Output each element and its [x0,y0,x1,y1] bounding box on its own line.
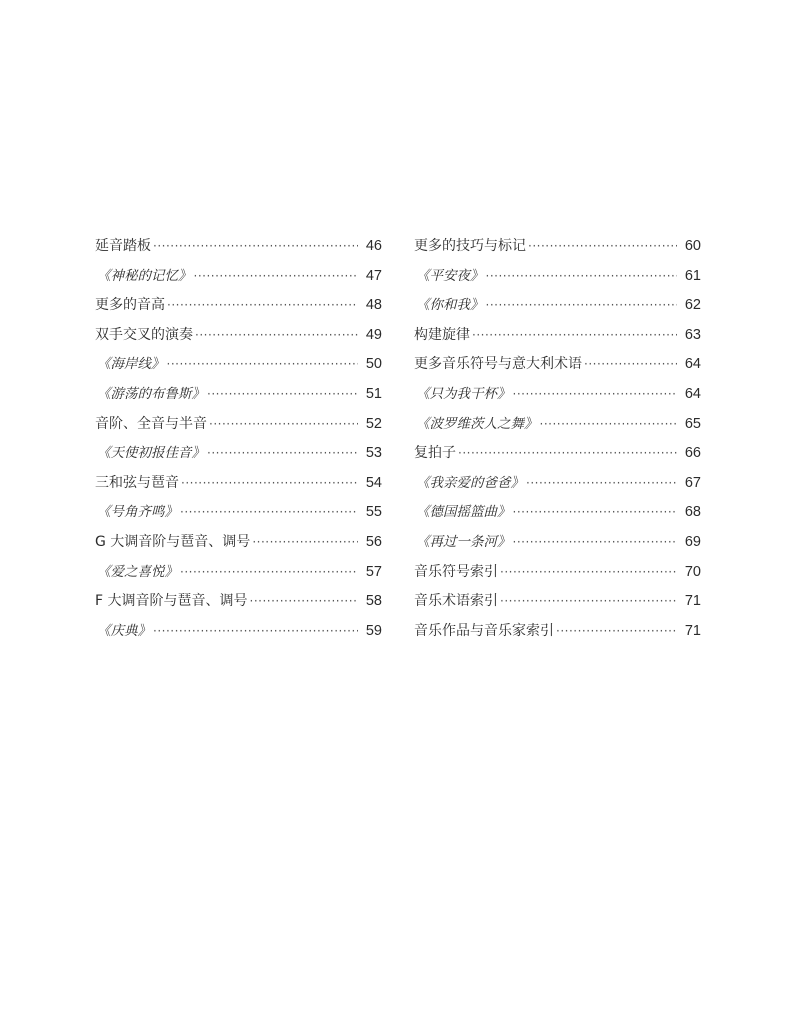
toc-entry[interactable] [95,410,382,440]
toc-entry-page-number: 69 [684,533,701,550]
toc-entry-title: 《天使初报佳音》 [97,445,205,462]
toc-entry-page-number: 65 [684,415,701,432]
toc-entry-page-number: 68 [684,504,701,521]
toc-entry[interactable] [414,528,701,558]
toc-entry-title: 音乐术语索引 [414,593,498,610]
dot-leader [153,232,358,262]
toc-entry-title: 《我亲爱的爸爸》 [416,474,524,491]
toc-entry[interactable] [414,350,701,380]
toc-entry-page-number: 67 [684,474,701,491]
toc-entry[interactable] [414,587,701,617]
toc-entry[interactable] [414,558,701,588]
toc-entry[interactable] [95,469,382,499]
toc-entry[interactable] [95,439,382,469]
toc-entry-title: 构建旋律 [414,326,470,343]
toc-entry-page-number: 64 [684,356,701,373]
toc-entry-page-number: 47 [365,267,382,284]
dot-leader [180,558,358,588]
toc-entry-title: 延音踏板 [95,238,151,254]
dot-leader [195,321,358,351]
dot-leader [194,262,359,292]
toc-entry[interactable] [414,410,701,440]
dot-leader [250,587,358,617]
toc-entry-page-number: 70 [684,563,701,580]
dot-leader [513,498,678,528]
toc-entry-title: F 大调音阶与琶音、调号 [95,593,248,610]
toc-entry-title: 三和弦与琶音 [95,474,179,491]
toc-entry-page-number: 62 [684,297,701,314]
dot-leader [209,410,358,440]
dot-leader [181,469,358,499]
dot-leader [167,350,359,380]
toc-entry[interactable] [414,380,701,410]
toc-entry-title: 《你和我》 [416,297,484,314]
toc-entry[interactable] [95,350,382,380]
toc-entry-page-number: 49 [365,326,382,343]
toc-entry[interactable] [95,528,382,558]
toc-entry-page-number: 51 [365,385,382,402]
dot-leader [252,528,358,558]
dot-leader [153,617,358,647]
toc-entry-title: 《波罗维茨人之舞》 [416,415,538,432]
toc-left-column [95,232,382,646]
toc-entry-title: 《号角齐鸣》 [97,504,178,521]
dot-leader [458,439,677,469]
toc-entry-page-number: 56 [365,533,382,550]
toc-entry-page-number: 53 [365,445,382,462]
toc-entry-title: 《平安夜》 [416,267,484,284]
toc-entry-page-number: 61 [684,267,701,284]
dot-leader [584,350,677,380]
toc-entry-page-number: 50 [365,356,382,373]
toc-entry-title: 《游荡的布鲁斯》 [97,385,205,402]
toc-entry[interactable] [414,469,701,499]
dot-leader [540,410,678,440]
toc-entry[interactable] [414,321,701,351]
toc-entry-page-number: 55 [365,504,382,521]
toc-entry[interactable] [95,291,382,321]
dot-leader [500,587,677,617]
toc-entry-page-number: 60 [684,238,701,254]
toc-entry-page-number: 48 [365,297,382,314]
toc-entry[interactable] [95,617,382,647]
dot-leader [207,380,358,410]
toc-entry[interactable] [414,262,701,292]
toc-entry[interactable] [414,291,701,321]
dot-leader [526,469,677,499]
toc-entry-title: 更多的技巧与标记 [414,238,526,254]
dot-leader [180,498,358,528]
toc-entry-page-number: 66 [684,445,701,462]
dot-leader [556,617,677,647]
dot-leader [513,528,678,558]
toc-entry[interactable] [95,380,382,410]
toc-entry[interactable] [95,321,382,351]
toc-entry-title: 《神秘的记忆》 [97,267,192,284]
toc-entry-title: 《海岸线》 [97,356,165,373]
toc-entry[interactable] [414,232,701,262]
dot-leader [472,321,677,351]
toc-entry[interactable] [95,558,382,588]
toc-entry-page-number: 58 [365,593,382,610]
toc-entry-title: 《庆典》 [97,622,151,639]
toc-entry-title: 更多的音高 [95,297,165,314]
dot-leader [486,291,678,321]
toc-entry[interactable] [95,262,382,292]
toc-entry[interactable] [414,617,701,647]
toc-entry-page-number: 59 [365,622,382,639]
dot-leader [513,380,678,410]
toc-entry[interactable] [95,587,382,617]
toc-entry-title: 《再过一条河》 [416,533,511,550]
toc-entry-page-number: 46 [365,238,382,254]
toc-entry-page-number: 63 [684,326,701,343]
toc-entry-title: 音乐作品与音乐家索引 [414,622,554,639]
toc-entry-title: 双手交叉的演奏 [95,326,193,343]
dot-leader [167,291,358,321]
toc-entry-page-number: 54 [365,474,382,491]
toc-entry-page-number: 64 [684,385,701,402]
toc-right-column [414,232,701,646]
toc-entry-title: G 大调音阶与琶音、调号 [95,533,251,550]
toc-entry[interactable] [414,439,701,469]
dot-leader [528,232,677,262]
toc-entry[interactable] [95,232,382,262]
dot-leader [207,439,358,469]
toc-entry-title: 更多音乐符号与意大利术语 [414,356,582,373]
toc-entry-title: 音乐符号索引 [414,563,498,580]
toc-entry-page-number: 52 [365,415,382,432]
toc-entry-page-number: 71 [684,622,701,639]
toc-entry-title: 复拍子 [414,445,456,462]
toc-entry[interactable] [414,498,701,528]
dot-leader [486,262,678,292]
toc-entry-page-number: 57 [365,563,382,580]
toc-entry-title: 音阶、全音与半音 [95,415,207,432]
toc-entry-title: 《只为我干杯》 [416,385,511,402]
toc-entry-title: 《爱之喜悦》 [97,563,178,580]
toc-entry[interactable] [95,498,382,528]
toc-entry-page-number: 71 [684,593,701,610]
toc-entry-title: 《德国摇篮曲》 [416,504,511,521]
dot-leader [500,558,677,588]
